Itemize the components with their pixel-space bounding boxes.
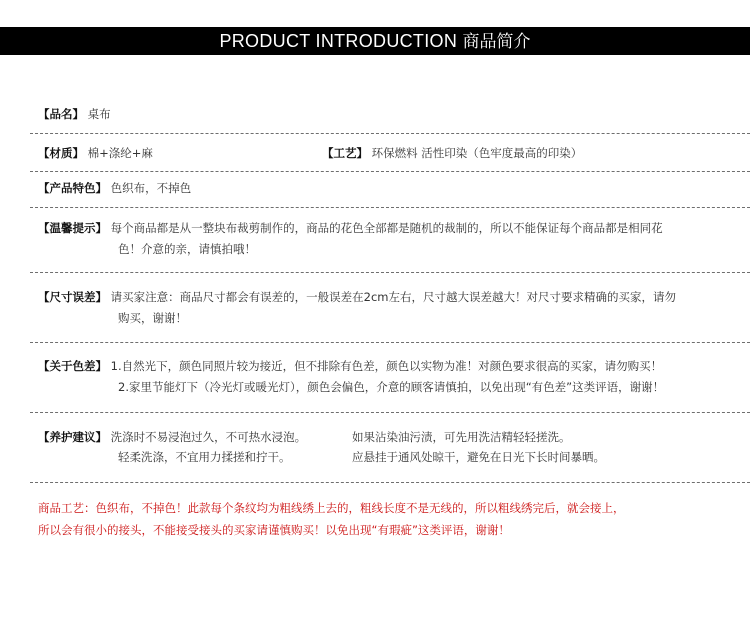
material-value: 棉+涤纶+麻 bbox=[87, 146, 153, 160]
divider bbox=[30, 342, 750, 343]
care-left-2: 轻柔洗涤，不宜用力揉搓和拧干。 bbox=[118, 450, 291, 464]
header-title-cn: 商品简介 bbox=[462, 32, 531, 52]
product-name-label: 【品名】 bbox=[38, 107, 84, 121]
size-row bbox=[38, 287, 720, 308]
color-diff-label: 【关于色差】 bbox=[38, 359, 107, 373]
divider bbox=[30, 133, 750, 134]
feature-row bbox=[38, 178, 720, 199]
craft-notice-line-1: 商品工艺：色织布，不掉色！此款每个条纹均为粗线绣上去的，粗线长度不是无线的，所以粗线绣完后，就会接上， bbox=[38, 501, 625, 515]
product-name-row bbox=[38, 104, 720, 125]
care-right-1: 如果沾染油污渍，可先用洗洁精轻轻搓洗。 bbox=[352, 430, 571, 444]
color-diff-line-1: 1.自然光下，颜色同照片较为接近，但不排除有色差，颜色以实物为准！对颜色要求很高的买家，请勿购买！ bbox=[110, 359, 663, 373]
size-line-2: 购买，谢谢！ bbox=[118, 311, 187, 325]
divider bbox=[30, 412, 750, 413]
craft-label: 【工艺】 bbox=[322, 146, 368, 160]
care-right-2: 应悬挂于通风处晾干，避免在日光下长时间暴晒。 bbox=[352, 450, 605, 464]
craft-notice-line-2: 所以会有很小的接头，不能接受接头的买家请谨慎购买！以免出现“有瑕疵”这类评语，谢谢！ bbox=[38, 523, 510, 537]
feature-value: 色织布，不掉色 bbox=[110, 181, 192, 195]
tips-label: 【温馨提示】 bbox=[38, 221, 107, 235]
color-diff-line-2: 2.家里节能灯下（冷光灯或暖光灯），颜色会偏色，介意的顾客请慎拍，以免出现“有色差”这类评语，谢谢！ bbox=[118, 380, 665, 394]
size-line-1: 请买家注意：商品尺寸都会有误差的，一般误差在2cm左右，尺寸越大误差越大！对尺寸要求精确的买家，请勿 bbox=[110, 290, 676, 304]
craft-value: 环保燃料 活性印染（色牢度最高的印染） bbox=[371, 146, 583, 160]
product-name-value: 桌布 bbox=[87, 107, 111, 121]
color-diff-row bbox=[38, 356, 720, 377]
tips-line-1: 每个商品都是从一整块布裁剪制作的，商品的花色全部都是随机的裁制的，所以不能保证每个商品都是相同花 bbox=[110, 221, 663, 235]
header-title-en: PRODUCT INTRODUCTION bbox=[219, 31, 458, 51]
craft-row bbox=[322, 143, 720, 164]
divider bbox=[30, 482, 750, 483]
care-left-1: 洗涤时不易浸泡过久，不可热水浸泡。 bbox=[110, 430, 307, 444]
divider bbox=[30, 171, 750, 172]
header-banner bbox=[0, 27, 750, 55]
divider bbox=[30, 272, 750, 273]
care-label: 【养护建议】 bbox=[38, 430, 107, 444]
size-label: 【尺寸误差】 bbox=[38, 290, 107, 304]
tips-row bbox=[38, 218, 720, 239]
material-label: 【材质】 bbox=[38, 146, 84, 160]
feature-label: 【产品特色】 bbox=[38, 181, 107, 195]
divider bbox=[30, 207, 750, 208]
tips-line-2: 色！介意的亲，请慎拍哦！ bbox=[118, 242, 256, 256]
